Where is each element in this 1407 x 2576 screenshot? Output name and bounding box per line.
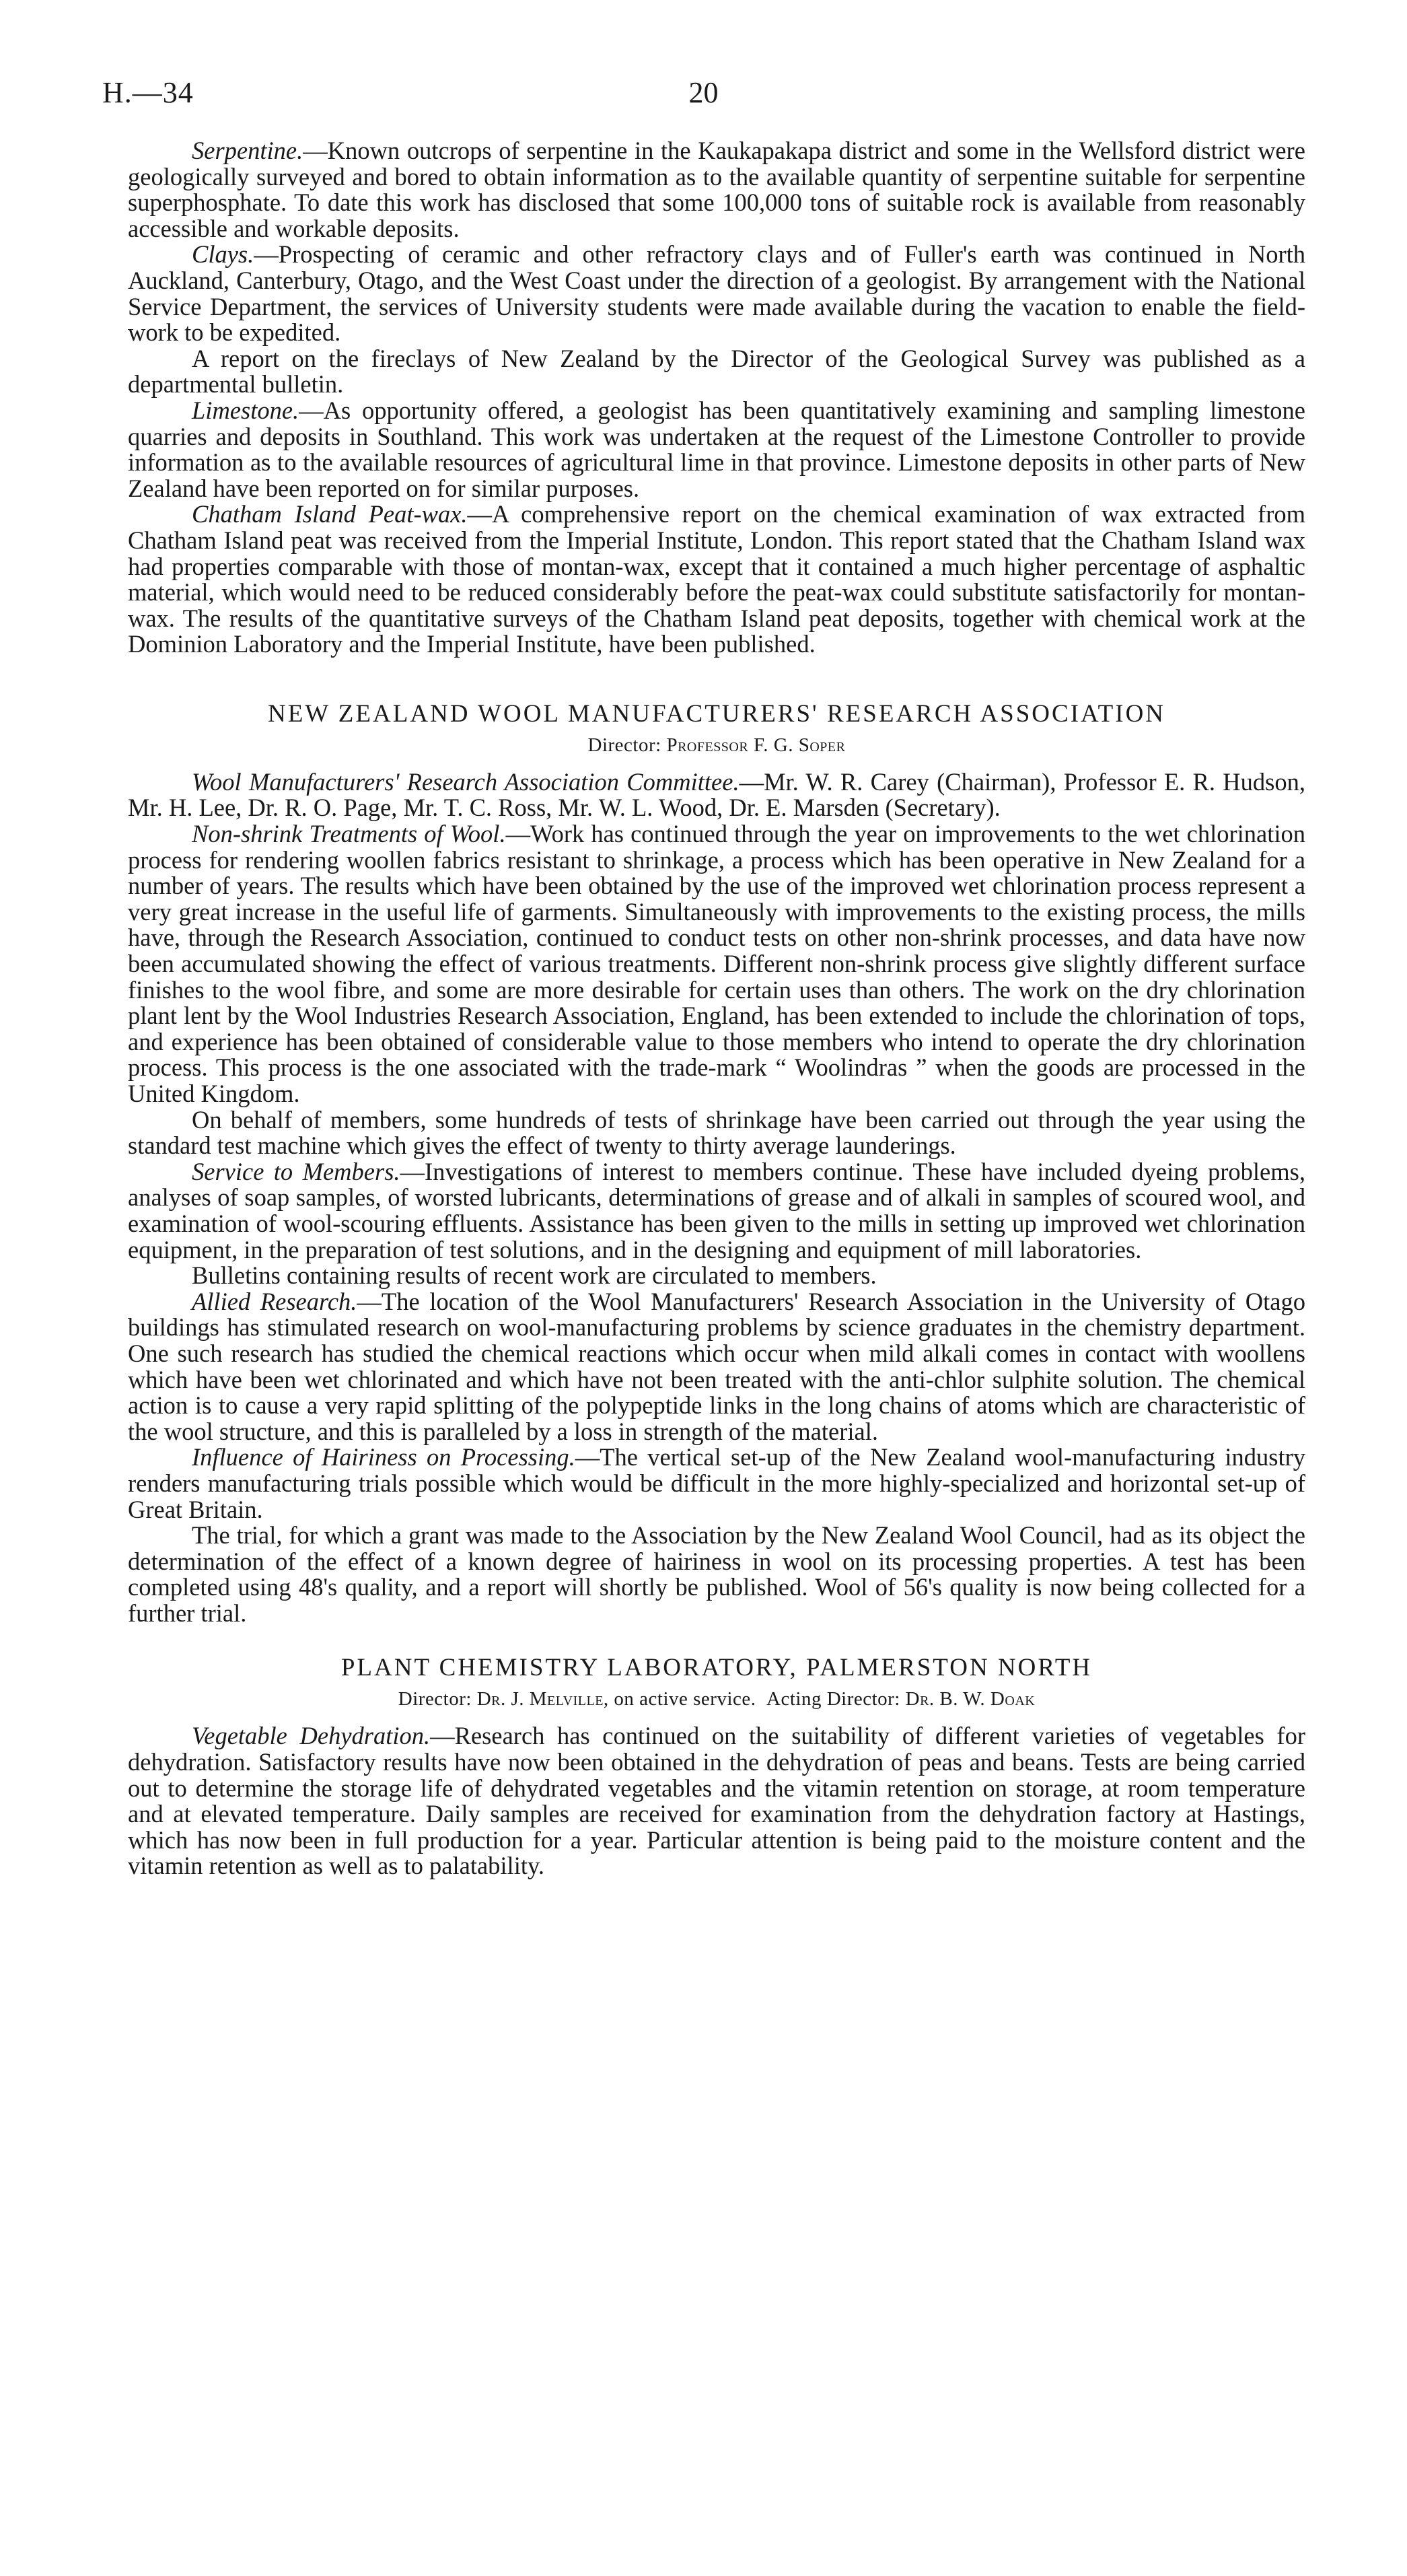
director-label: Director: [398,1688,472,1710]
plant-section [128,1723,1305,1879]
paragraph-text: —A comprehensive report on the chemical examination of wax extracted from Chatham Island peat was received from the Imperial Institute, London. This report stated that the Chatham Island wax had properties comparable with those of montan-wax, except that it contained a much higher percentage of asphaltic material, which would need to be reduced considerably before the peat-wax could substitute satisfactorily for montan-wax. The results of the quantitative surveys of the Chatham Island peat deposits, together with chemical work at the Dominion Laboratory and the Imperial Institute, have been published. [128,500,1306,658]
paragraph [128,242,1305,345]
paragraph [128,1159,1305,1263]
paragraph-text: —As opportunity offered, a geologist has been quantitatively examining and sampling limestone quarries and deposits in Southland. This work was undertaken at the request of the Limestone Controller to provide information as to the available resources of agricultural lime in that province. Limestone deposits in other parts of New Zealand have been reported on for similar purposes. [128,396,1305,502]
section-heading-plant: PLANT CHEMISTRY LABORATORY, PALMERSTON NORTH [340,1654,1093,1682]
paragraph-text: On behalf of members, some hundreds of tests of shrinkage have been carried out through the year using the standard test machine which gives the effect of twenty to thirty average launderings. [128,1105,1305,1160]
paragraph-text: —Investigations of interest to members continue. These have included dyeing problems, analyses of soap samples, of worsted lubricants, determinations of grease and of alkali in samples of scoured wool, and examination of wool-scouring effluents. Assistance has been given to the mills in setting up improved wet chlorination equipment, in the preparation of test solutions, and in the designing and equipment of mill laboratories. [128,1157,1305,1263]
paragraph-text: —Known outcrops of serpentine in the Kaukapakapa district and some in the Wellsford district were geologically surveyed and bored to obtain information as to the available quantity of serpentine suitable for serpentine superphosphate. To date this work has disclosed that some 100,000 tons of suitable rock is available from reasonably accessible and workable deposits. [128,137,1305,242]
paragraph [128,1444,1305,1523]
acting-director-label: Acting Director: [766,1688,900,1710]
director-name: Professor F. G. Soper [666,734,846,756]
paragraph [128,501,1305,658]
paragraph-lead: Non-shrink Treatments of Wool. [192,820,506,848]
paragraph-text: Bulletins containing results of recent work are circulated to members. [192,1261,877,1290]
paragraph [128,821,1305,1107]
paragraph-text: A report on the fireclays of New Zealand by the Director of the Geological Survey was published as a departmental bulletin. [128,344,1305,398]
paragraph-lead: Limestone. [192,396,299,424]
report-code: H.—34 [102,76,194,109]
page-number: 20 [688,76,719,109]
paragraph [128,1263,1305,1289]
director-label: Director: [587,734,661,756]
paragraph-text: —Research has continued on the suitability of different varieties of vegetables for dehydration. Satisfactory results have now been obtained in the dehydration of peas and beans. Tests are being carried out to determine the storage life of dehydrated vegetables and the vitamin retention on storage, at room temperature and at elevated temperature. Daily samples are received for examination from the dehydration factory at Hastings, which has now been in full production for a year. Particular attention is being paid to the moisture content and the vitamin retention as well as to palatability. [128,1722,1305,1880]
acting-director-name: Dr. B. W. Doak [905,1688,1036,1710]
paragraph [128,1523,1305,1626]
wool-section [128,769,1305,1627]
geology-section [128,138,1305,658]
paragraph-lead: Chatham Island Peat-wax. [192,500,468,528]
paragraph [128,1107,1305,1159]
paragraph [128,138,1305,242]
paragraph [128,1723,1305,1879]
paragraph [128,769,1305,821]
paragraph-text: —Mr. W. R. Carey (Chairman), Professor E. R. Hudson, Mr. H. Lee, Dr. R. O. Page, Mr. T. C. Ross, Mr. W. L. Wood, Dr. E. Marsden (Secretary). [128,767,1305,822]
section-director-wool [128,733,1305,757]
director-name: Dr. J. Melville [476,1688,604,1710]
section-director-plant [128,1687,1305,1711]
paragraph-lead: Serpentine. [192,137,303,164]
page-header [102,75,1305,123]
page-body [128,138,1305,1879]
paragraph [128,346,1305,398]
paragraph [128,398,1305,501]
paragraph-lead: Service to Members. [192,1157,400,1185]
paragraph [128,1289,1305,1445]
paragraph-lead: Wool Manufacturers' Research Association Committee. [192,767,739,796]
paragraph-lead: Clays. [192,240,254,269]
paragraph-text: The trial, for which a grant was made to the Association by the New Zealand Wool Council, had as its object the determination of the effect of a known degree of hairiness in wool on its processing properties. A test has been completed using 48's quality, and a report will shortly be published. Wool of 56's quality is now being collected for a further trial. [128,1521,1305,1627]
paragraph-text: —Work has continued through the year on improvements to the wet chlorination process for rendering woollen fabrics resistant to shrinkage, a process which has been operative in New Zealand for a number of years. The results which have been obtained by the use of the improved wet chlorination process represent a very great increase in the useful life of garments. Simultaneously with improvements to the existing process, the mills have, through the Research Association, continued to conduct tests on other non-shrink processes, and data have now been accumulated showing the effect of various treatments. Different non-shrink process give slightly different surface finishes to the wool fibre, and some are more desirable for certain uses than others. The work on the dry chlorination plant lent by the Wool Industries Research Association, England, has been extended to include the chlorination of tops, and experience has been obtained of considerable value to those members who intend to operate the dry chlorination process. This process is the one associated with the trade-mark “ Woolindras ” when the goods are processed in the United Kingdom. [128,820,1306,1107]
section-heading-wool: NEW ZEALAND WOOL MANUFACTURERS' RESEARCH ASSOCIATION [267,699,1166,728]
paragraph-lead: Vegetable Dehydration. [192,1722,431,1750]
director-note: , on active service. [603,1688,756,1710]
paragraph-text: —The vertical set-up of the New Zealand wool-manufacturing industry renders manufacturing trials possible which would be difficult in the more highly-specialized and horizontal set-up of Great Britain. [128,1443,1305,1523]
paragraph-lead: Influence of Hairiness on Processing. [192,1443,575,1471]
paragraph-text: —Prospecting of ceramic and other refractory clays and of Fuller's earth was continued in North Auckland, Canterbury, Otago, and the West Coast under the direction of a geologist. By arrangement with the National Service Department, the services of University students were made available during the vacation to enable the field-work to be expedited. [128,240,1305,347]
paragraph-lead: Allied Research. [192,1287,357,1315]
paragraph-text: —The location of the Wool Manufacturers' Research Association in the University of Otago buildings has stimulated research on wool-manufacturing problems by science graduates in the chemistry department. One such research has studied the chemical reactions which occur when mild alkali comes in contact with woollens which have been wet chlorinated and which have not been treated with the anti-chlor sulphite solution. The chemical action is to cause a very rapid splitting of the polypeptide links in the long chains of atoms which are characteristic of the wool structure, and this is paralleled by a loss in strength of the material. [128,1287,1305,1445]
